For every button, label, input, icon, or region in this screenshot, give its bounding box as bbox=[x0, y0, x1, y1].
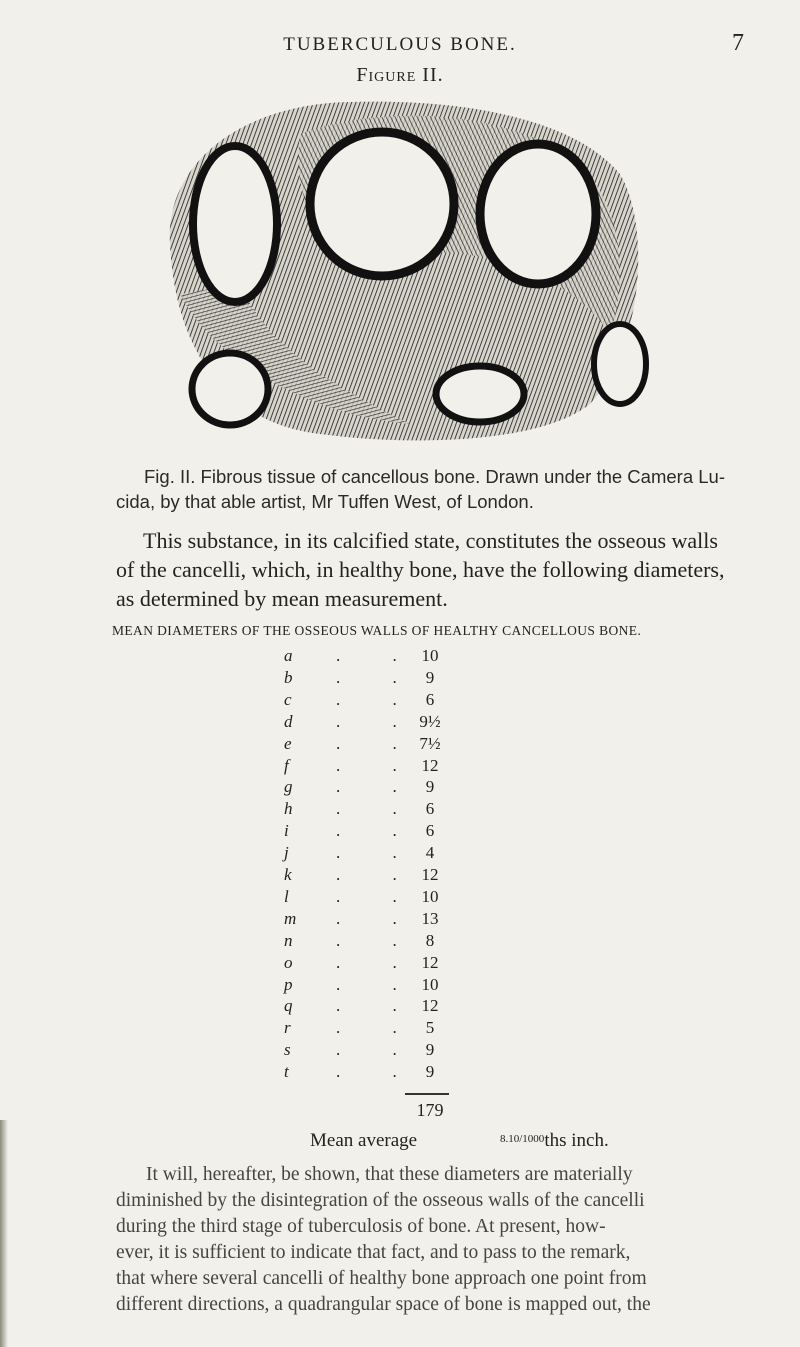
row-letter: p bbox=[284, 974, 293, 994]
row-leader-dots: . . bbox=[336, 996, 421, 1016]
caption-line: Fig. II. Fibrous tissue of cancellous bone. Drawn under the Camera Lu- bbox=[144, 466, 725, 487]
row-letter: t bbox=[284, 1062, 289, 1082]
row-letter: a bbox=[284, 646, 293, 665]
row-letter: c bbox=[284, 689, 292, 709]
body-line: diminished by the disintegration of the osseous walls of the cancelli bbox=[116, 1190, 645, 1211]
table-row bbox=[0, 1018, 800, 1040]
row-leader-dots: . . bbox=[336, 843, 421, 863]
table-row bbox=[0, 931, 800, 953]
row-value: 9 bbox=[425, 1062, 435, 1082]
figure-label: Figure II. bbox=[356, 64, 444, 86]
row-letter: f bbox=[284, 755, 289, 775]
table-row bbox=[0, 799, 800, 821]
cancellous-bone-illustration bbox=[150, 94, 655, 446]
table-row bbox=[0, 996, 800, 1018]
row-value: 8 bbox=[425, 930, 435, 950]
row-value: 12 bbox=[421, 952, 439, 972]
row-leader-dots: . . bbox=[336, 1062, 421, 1082]
row-value: 12 bbox=[421, 865, 439, 884]
table-row bbox=[0, 777, 800, 799]
row-letter: n bbox=[284, 930, 293, 950]
row-letter: b bbox=[284, 667, 293, 687]
row-letter: i bbox=[284, 821, 289, 841]
running-head: TUBERCULOUS BONE. bbox=[283, 34, 517, 55]
figure-caption bbox=[116, 464, 726, 514]
row-value: 6 bbox=[425, 689, 435, 709]
row-letter: j bbox=[284, 843, 289, 863]
row-value: 4 bbox=[425, 843, 435, 863]
intro-line: as determined by mean measurement. bbox=[116, 586, 448, 611]
body-line: ever, it is sufficient to indicate that fact, and to pass to the remark, bbox=[116, 1242, 631, 1263]
row-leader-dots: . . bbox=[336, 821, 421, 841]
row-value: 10 bbox=[421, 974, 439, 994]
table-row bbox=[0, 1040, 800, 1062]
caption-line: cida, by that able artist, Mr Tuffen West, of London. bbox=[116, 491, 534, 512]
row-letter: l bbox=[284, 886, 289, 906]
row-value: 13 bbox=[421, 908, 439, 928]
row-value: 9½ bbox=[419, 711, 441, 731]
body-line: that where several cancelli of healthy bone approach one point from bbox=[116, 1268, 647, 1289]
row-leader-dots: . . bbox=[336, 799, 421, 819]
sum-rule bbox=[405, 1093, 449, 1095]
row-letter: s bbox=[284, 1040, 291, 1060]
row-value: 6 bbox=[425, 821, 435, 841]
table-row bbox=[0, 953, 800, 975]
table-row bbox=[0, 887, 800, 909]
table-row bbox=[0, 734, 800, 756]
body-line: It will, hereafter, be shown, that these diameters are materially bbox=[146, 1164, 633, 1185]
row-letter: q bbox=[284, 996, 293, 1016]
row-value: 12 bbox=[421, 755, 439, 775]
row-leader-dots: . . bbox=[336, 711, 421, 731]
mean-average-label: Mean average bbox=[310, 1130, 418, 1151]
row-leader-dots: . . bbox=[336, 1018, 421, 1038]
row-leader-dots: . . bbox=[336, 865, 421, 884]
row-value: 5 bbox=[425, 1018, 435, 1038]
row-value: 10 bbox=[421, 646, 439, 665]
row-letter: e bbox=[284, 733, 292, 753]
table-total: 179 bbox=[416, 1100, 444, 1120]
table-title: MEAN DIAMETERS OF THE OSSEOUS WALLS OF HEALTHY CANCELLOUS BONE. bbox=[112, 623, 642, 638]
row-leader-dots: . . bbox=[336, 667, 421, 687]
row-leader-dots: . . bbox=[336, 930, 421, 950]
row-value: 7½ bbox=[419, 733, 441, 753]
row-letter: g bbox=[284, 777, 293, 797]
table-row bbox=[0, 756, 800, 778]
row-leader-dots: . . bbox=[336, 974, 421, 994]
row-letter: r bbox=[284, 1018, 291, 1038]
table-row bbox=[0, 821, 800, 843]
table-row bbox=[0, 843, 800, 865]
body-line: different directions, a quadrangular space of bone is mapped out, the bbox=[116, 1294, 651, 1315]
row-leader-dots: . . bbox=[336, 733, 421, 753]
row-value: 9 bbox=[425, 777, 435, 797]
intro-line: This substance, in its calcified state, constitutes the osseous walls bbox=[143, 528, 718, 553]
table-row bbox=[0, 1062, 800, 1084]
row-leader-dots: . . bbox=[336, 689, 421, 709]
row-leader-dots: . . bbox=[336, 886, 421, 906]
mean-average-value bbox=[500, 1130, 609, 1152]
mean-fraction: 8.10/1000 bbox=[500, 1133, 545, 1145]
row-letter: o bbox=[284, 952, 293, 972]
intro-paragraph bbox=[116, 526, 731, 613]
intro-line: of the cancelli, which, in healthy bone, have the following diameters, bbox=[116, 557, 725, 582]
table-row bbox=[0, 690, 800, 712]
row-leader-dots: . . bbox=[336, 777, 421, 797]
body-line: during the third stage of tuberculosis of bone. At present, how- bbox=[116, 1216, 606, 1237]
row-leader-dots: . . bbox=[336, 755, 421, 775]
row-letter: m bbox=[284, 908, 297, 928]
row-leader-dots: . . bbox=[336, 908, 421, 928]
row-value: 9 bbox=[425, 667, 435, 687]
page-number: 7 bbox=[732, 30, 744, 56]
page-edge-stain bbox=[0, 1120, 8, 1347]
row-value: 10 bbox=[421, 886, 439, 906]
table-row bbox=[0, 646, 800, 668]
row-letter: h bbox=[284, 799, 293, 819]
table-row bbox=[0, 909, 800, 931]
table-row bbox=[0, 975, 800, 997]
table-row bbox=[0, 865, 800, 887]
row-value: 9 bbox=[425, 1040, 435, 1060]
row-letter: k bbox=[284, 865, 292, 884]
body-paragraph bbox=[116, 1162, 736, 1318]
page-header bbox=[0, 30, 800, 60]
table-row bbox=[0, 668, 800, 690]
row-leader-dots: . . bbox=[336, 952, 421, 972]
row-leader-dots: . . bbox=[336, 646, 421, 665]
mean-unit: ths inch. bbox=[544, 1130, 609, 1151]
row-value: 12 bbox=[421, 996, 439, 1016]
row-letter: d bbox=[284, 711, 293, 731]
table-row bbox=[0, 712, 800, 734]
row-leader-dots: . . bbox=[336, 1040, 421, 1060]
row-value: 6 bbox=[425, 799, 435, 819]
